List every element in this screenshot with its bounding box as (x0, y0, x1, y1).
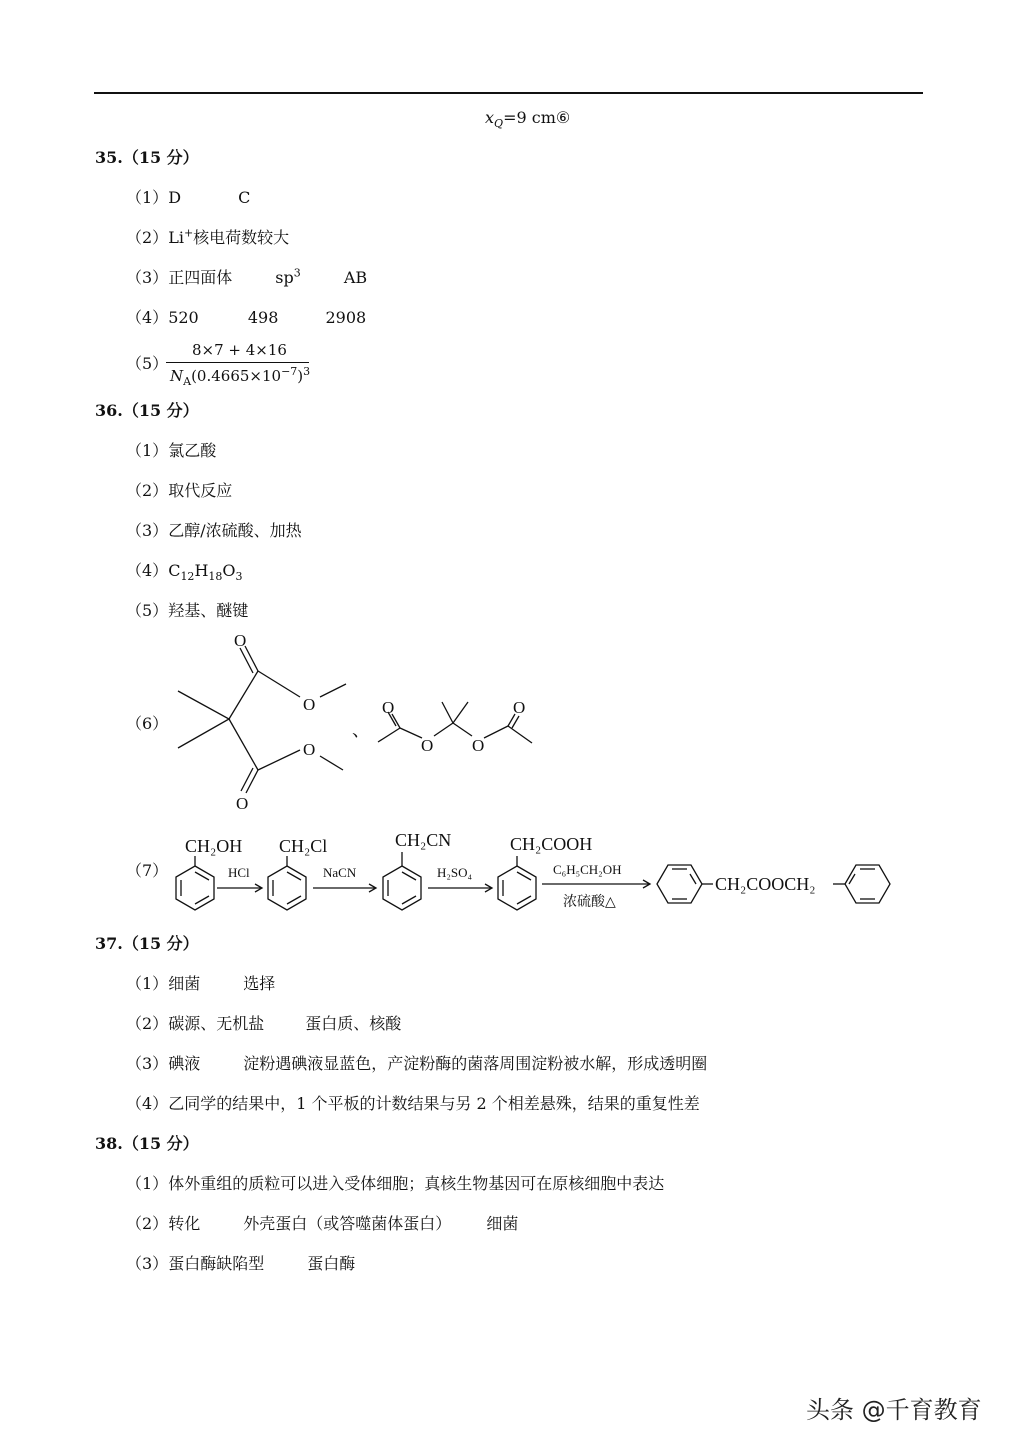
q37-a1: （1）细菌 选择 (126, 974, 276, 993)
q37-a3: （3）碘液 淀粉遇碘液显蓝色，产淀粉酶的菌落周围淀粉被水解，形成透明圈 (126, 1054, 708, 1073)
o-atom: O (382, 698, 395, 717)
q36-a5: （5）羟基、醚键 (126, 601, 249, 620)
q35-a2: （2）Li+核电荷数较大 (126, 226, 290, 247)
reagent-4: C₆H₅CH₂OH (553, 862, 622, 877)
reagent-3: H₂SO₄ (437, 865, 473, 880)
q36-header: 36.（15 分） (95, 401, 199, 420)
o-atom: O (234, 631, 247, 650)
substituent-4: CH₂COOH (510, 834, 593, 854)
q37-header: 37.（15 分） (95, 934, 199, 953)
watermark: 头条 @千育教育 (806, 1396, 982, 1424)
q36-a6-label: （6） (126, 714, 169, 733)
q36-a1: （1）氯乙酸 (126, 441, 217, 460)
synthesis-route (165, 822, 910, 922)
q35-a4: （4）520 498 2908 (126, 308, 367, 327)
q35-a5-numerator: 8×7 + 4×16 (192, 341, 287, 359)
reagent-1: HCl (228, 865, 250, 880)
q36-a4: $(4)C_{12}H_{18}O_3$ (126, 561, 243, 584)
top-formula: $x_Q=9$ cm⑥ (485, 108, 571, 131)
product-chain: CH₂COOCH₂ (715, 874, 816, 894)
substituent-2: CH₂Cl (279, 836, 328, 856)
ester-structures (170, 628, 550, 818)
separator: 、 (352, 720, 370, 740)
q35-a5-denominator: $N_A(0.4665\times 10^{-7})^3$ (170, 365, 311, 388)
header-rule (94, 92, 923, 94)
reagent-4-condition: 浓硫酸△ (563, 895, 616, 910)
q38-a3: （3）蛋白酶缺陷型 蛋白酶 (126, 1254, 356, 1273)
o-atom: O (472, 736, 485, 755)
substituent-3: CH₂CN (395, 830, 452, 850)
q36-a3: （3）乙醇/浓硫酸、加热 (126, 521, 302, 540)
substituent-1: CH₂OH (185, 836, 243, 856)
q38-a1: （1）体外重组的质粒可以进入受体细胞；真核生物基因可在原核细胞中表达 (126, 1174, 665, 1193)
q38-a2: （2）转化 外壳蛋白（或答噬菌体蛋白） 细菌 (126, 1214, 519, 1233)
o-atom: O (513, 698, 526, 717)
q35-header: 35.（15 分） (95, 148, 199, 167)
q35-a3: （3）正四面体 $sp^3$ AB (126, 266, 368, 287)
fraction-bar (166, 362, 309, 363)
o-atom: O (303, 740, 316, 759)
q36-a7-label: （7） (126, 861, 169, 880)
q35-a5-label: （5） (126, 354, 169, 373)
o-atom: O (236, 794, 249, 813)
reagent-2: NaCN (323, 865, 357, 880)
q38-header: 38.（15 分） (95, 1134, 199, 1153)
q36-a2: （2）取代反应 (126, 481, 233, 500)
q37-a2: （2）碳源、无机盐 蛋白质、核酸 (126, 1014, 402, 1033)
o-atom: O (303, 695, 316, 714)
q35-a1: （1）D C (126, 188, 251, 207)
o-atom: O (421, 736, 434, 755)
q37-a4: （4）乙同学的结果中，1 个平板的计数结果与另 2 个相差悬殊，结果的重复性差 (126, 1094, 700, 1113)
